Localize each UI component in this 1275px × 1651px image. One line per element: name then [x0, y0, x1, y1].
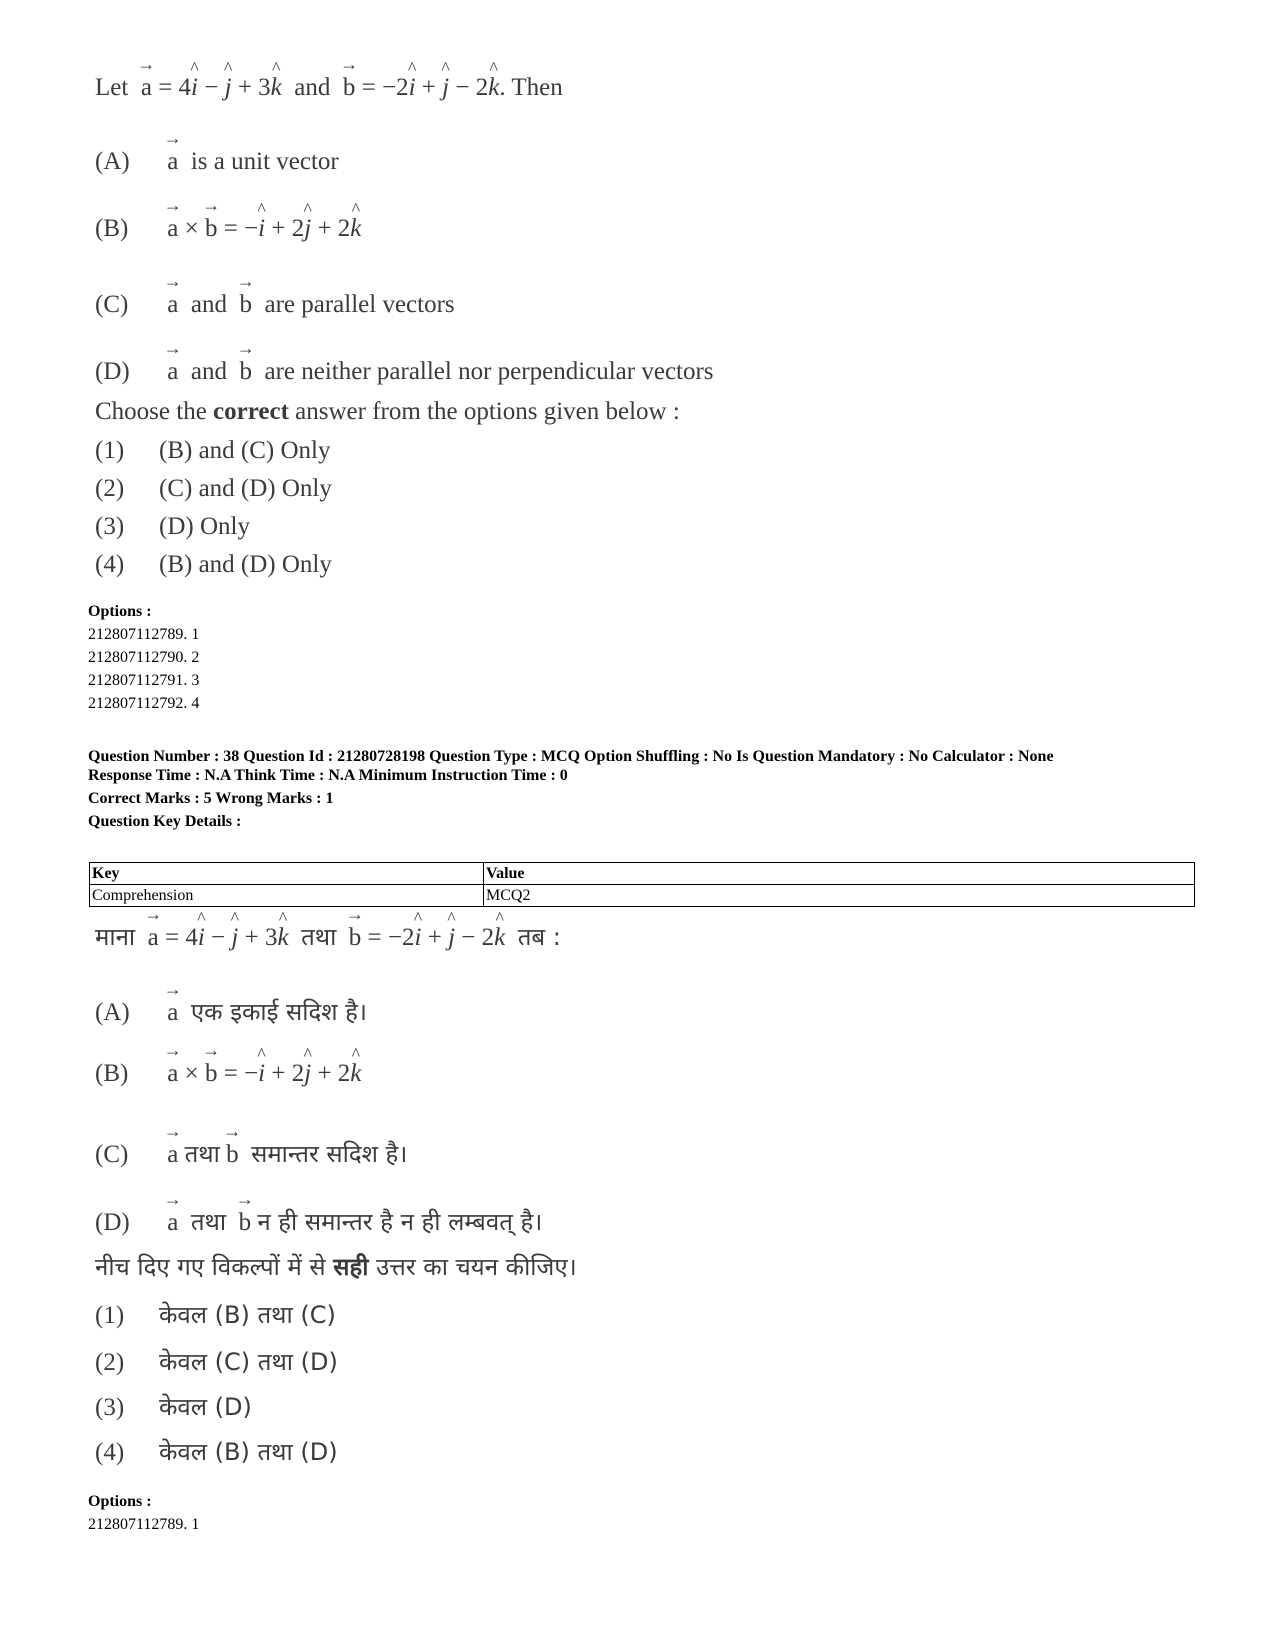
cell-key: Comprehension: [90, 885, 484, 907]
choice-number: (4): [95, 551, 125, 578]
table-header-row: [90, 863, 1195, 885]
question-stem-hi: [95, 920, 561, 953]
unit-j: ^ j: [304, 215, 311, 243]
unit-j: ^ j: [231, 924, 238, 952]
choice-text: केवल (D): [159, 1393, 252, 1421]
unit-j: ^ j: [304, 1060, 311, 1088]
statement-d-hi: [95, 1205, 542, 1238]
stem-connector: and: [294, 74, 331, 101]
statement-text: are neither parallel nor perpendicular vectors: [264, 358, 714, 385]
option-id: 212807112791. 3: [88, 672, 200, 689]
vector-a: → a: [167, 148, 178, 176]
choice-text: (C) and (D) Only: [159, 475, 332, 502]
unit-j: ^ j: [448, 924, 455, 952]
choice-text: (D) Only: [159, 513, 250, 540]
vector-a: → a: [148, 924, 159, 952]
vector-a: → a: [167, 1060, 178, 1088]
header-value: Value: [484, 863, 1195, 885]
statement-c-en: [95, 291, 455, 319]
statement-label: (C): [95, 1141, 129, 1168]
option-id: 212807112789. 1: [88, 626, 200, 643]
expr-part: = 4: [164, 924, 198, 951]
choice-number: (3): [95, 1394, 125, 1421]
cross-symbol: ×: [184, 1060, 199, 1087]
vector-b: → b: [205, 215, 218, 243]
expr-part: = −2: [367, 924, 415, 951]
vector-a: → a: [167, 999, 178, 1027]
option-id: 212807112792. 4: [88, 695, 200, 712]
statement-label: (A): [95, 148, 130, 175]
stem-prefix: माना: [95, 923, 136, 951]
unit-i: ^ i: [258, 1060, 265, 1088]
cross-symbol: ×: [184, 215, 199, 242]
vector-a: → a: [167, 358, 178, 386]
instruction-bold: सही: [333, 1253, 369, 1281]
instruction-en: [95, 398, 680, 426]
choice-number: (2): [95, 1349, 125, 1376]
choice-en-1: [95, 437, 331, 465]
stem-connector: तथा: [301, 923, 337, 951]
statement-label: (B): [95, 215, 129, 242]
statement-label: (B): [95, 1060, 129, 1087]
instruction-hi: [95, 1250, 577, 1283]
statement-c-hi: [95, 1137, 407, 1170]
choice-text: (B) and (C) Only: [159, 437, 331, 464]
unit-k: ^ k: [350, 1060, 361, 1088]
choice-number: (1): [95, 1302, 125, 1329]
instruction-post: answer from the options given below :: [288, 398, 680, 425]
unit-i: ^ i: [191, 74, 198, 102]
expr-part: +: [421, 924, 449, 951]
expr-part: +: [415, 74, 443, 101]
choice-text: केवल (B) तथा (D): [159, 1438, 338, 1466]
expr-part: + 2: [265, 1060, 305, 1087]
option-id: 212807112789. 1: [88, 1516, 200, 1533]
choice-number: (2): [95, 475, 125, 502]
statement-d-en: [95, 358, 714, 386]
question-meta-line1: Question Number : 38 Question Id : 21280728198 Question Type : MCQ Option Shuffling : No Is Question Mandatory : No Calculator : None: [88, 748, 1054, 765]
expr-part: = −: [223, 1060, 259, 1087]
expr-part: − 2: [449, 74, 489, 101]
expr-part: + 2: [311, 1060, 351, 1087]
vector-a: → a: [167, 291, 178, 319]
header-key: Key: [90, 863, 484, 885]
option-id: 212807112790. 2: [88, 649, 200, 666]
choice-hi-3: [95, 1390, 252, 1423]
expr-part: + 3: [238, 924, 278, 951]
expr-part: + 3: [231, 74, 271, 101]
expr-part: −: [198, 74, 225, 101]
unit-k: ^ k: [271, 74, 282, 102]
statement-label: (C): [95, 291, 129, 318]
unit-k: ^ k: [350, 215, 361, 243]
expr-part: = 4: [158, 74, 192, 101]
statement-text: न ही समान्तर है न ही लम्बवत् है।: [257, 1208, 543, 1236]
choice-text: (B) and (D) Only: [159, 551, 332, 578]
options-heading: Options :: [88, 1493, 152, 1510]
vector-a: → a: [141, 74, 152, 102]
statement-b-en: [95, 215, 361, 243]
instruction-bold: correct: [213, 398, 289, 425]
question-stem-en: [95, 74, 563, 102]
instruction-post: उत्तर का चयन कीजिए।: [368, 1253, 577, 1281]
choice-number: (3): [95, 513, 125, 540]
statement-connector: तथा: [184, 1140, 220, 1168]
unit-k: ^ k: [277, 924, 288, 952]
vector-b: → b: [239, 1209, 252, 1237]
statement-label: (D): [95, 1209, 130, 1236]
instruction-pre: Choose the: [95, 398, 214, 425]
vector-b: → b: [349, 924, 362, 952]
vector-a: → a: [167, 215, 178, 243]
choice-number: (4): [95, 1439, 125, 1466]
question-meta-line3: Correct Marks : 5 Wrong Marks : 1: [88, 790, 334, 807]
expr-part: + 2: [311, 215, 351, 242]
question-meta-line2: Response Time : N.A Think Time : N.A Minimum Instruction Time : 0: [88, 767, 568, 784]
cell-value: MCQ2: [484, 885, 1195, 907]
unit-i: ^ i: [258, 215, 265, 243]
vector-b: → b: [343, 74, 356, 102]
unit-i: ^ i: [198, 924, 205, 952]
unit-k: ^ k: [488, 74, 499, 102]
unit-k: ^ k: [494, 924, 505, 952]
expr-part: = −: [223, 215, 259, 242]
instruction-pre: नीच दिए गए विकल्पों में से: [95, 1253, 334, 1281]
choice-hi-1: [95, 1298, 336, 1331]
question-meta-line4: Question Key Details :: [88, 813, 242, 830]
choice-en-2: [95, 475, 332, 503]
vector-b: → b: [226, 1141, 239, 1169]
statement-b-hi: [95, 1060, 361, 1088]
statement-text: is a unit vector: [190, 148, 339, 175]
vector-b: → b: [239, 358, 252, 386]
key-details-table: [89, 862, 1195, 907]
statement-connector: तथा: [190, 1208, 227, 1236]
unit-j: ^ j: [225, 74, 232, 102]
table-row: [90, 885, 1195, 907]
statement-a-hi: [95, 995, 367, 1028]
choice-hi-2: [95, 1345, 338, 1378]
stem-suffix: तब :: [517, 923, 561, 951]
statement-text: are parallel vectors: [264, 291, 455, 318]
statement-label: (D): [95, 358, 130, 385]
options-heading: Options :: [88, 603, 152, 620]
choice-number: (1): [95, 437, 125, 464]
statement-text: समान्तर सदिश है।: [251, 1140, 408, 1168]
statement-a-en: [95, 148, 339, 176]
choice-text: केवल (B) तथा (C): [159, 1301, 336, 1329]
stem-suffix: . Then: [499, 74, 563, 101]
unit-i: ^ i: [409, 74, 416, 102]
stem-prefix: Let: [95, 74, 129, 101]
expr-part: −: [204, 924, 232, 951]
choice-en-3: [95, 513, 250, 541]
vector-a: → a: [167, 1209, 178, 1237]
expr-part: + 2: [265, 215, 305, 242]
statement-text: एक इकाई सदिश है।: [190, 998, 368, 1026]
expr-part: = −2: [361, 74, 409, 101]
expr-part: − 2: [455, 924, 495, 951]
statement-connector: and: [190, 358, 227, 385]
unit-j: ^ j: [442, 74, 449, 102]
statement-label: (A): [95, 999, 130, 1026]
unit-i: ^ i: [415, 924, 422, 952]
choice-en-4: [95, 551, 332, 579]
choice-hi-4: [95, 1435, 338, 1468]
vector-a: → a: [167, 1141, 178, 1169]
statement-connector: and: [190, 291, 227, 318]
choice-text: केवल (C) तथा (D): [159, 1348, 338, 1376]
vector-b: → b: [205, 1060, 218, 1088]
vector-b: → b: [239, 291, 252, 319]
